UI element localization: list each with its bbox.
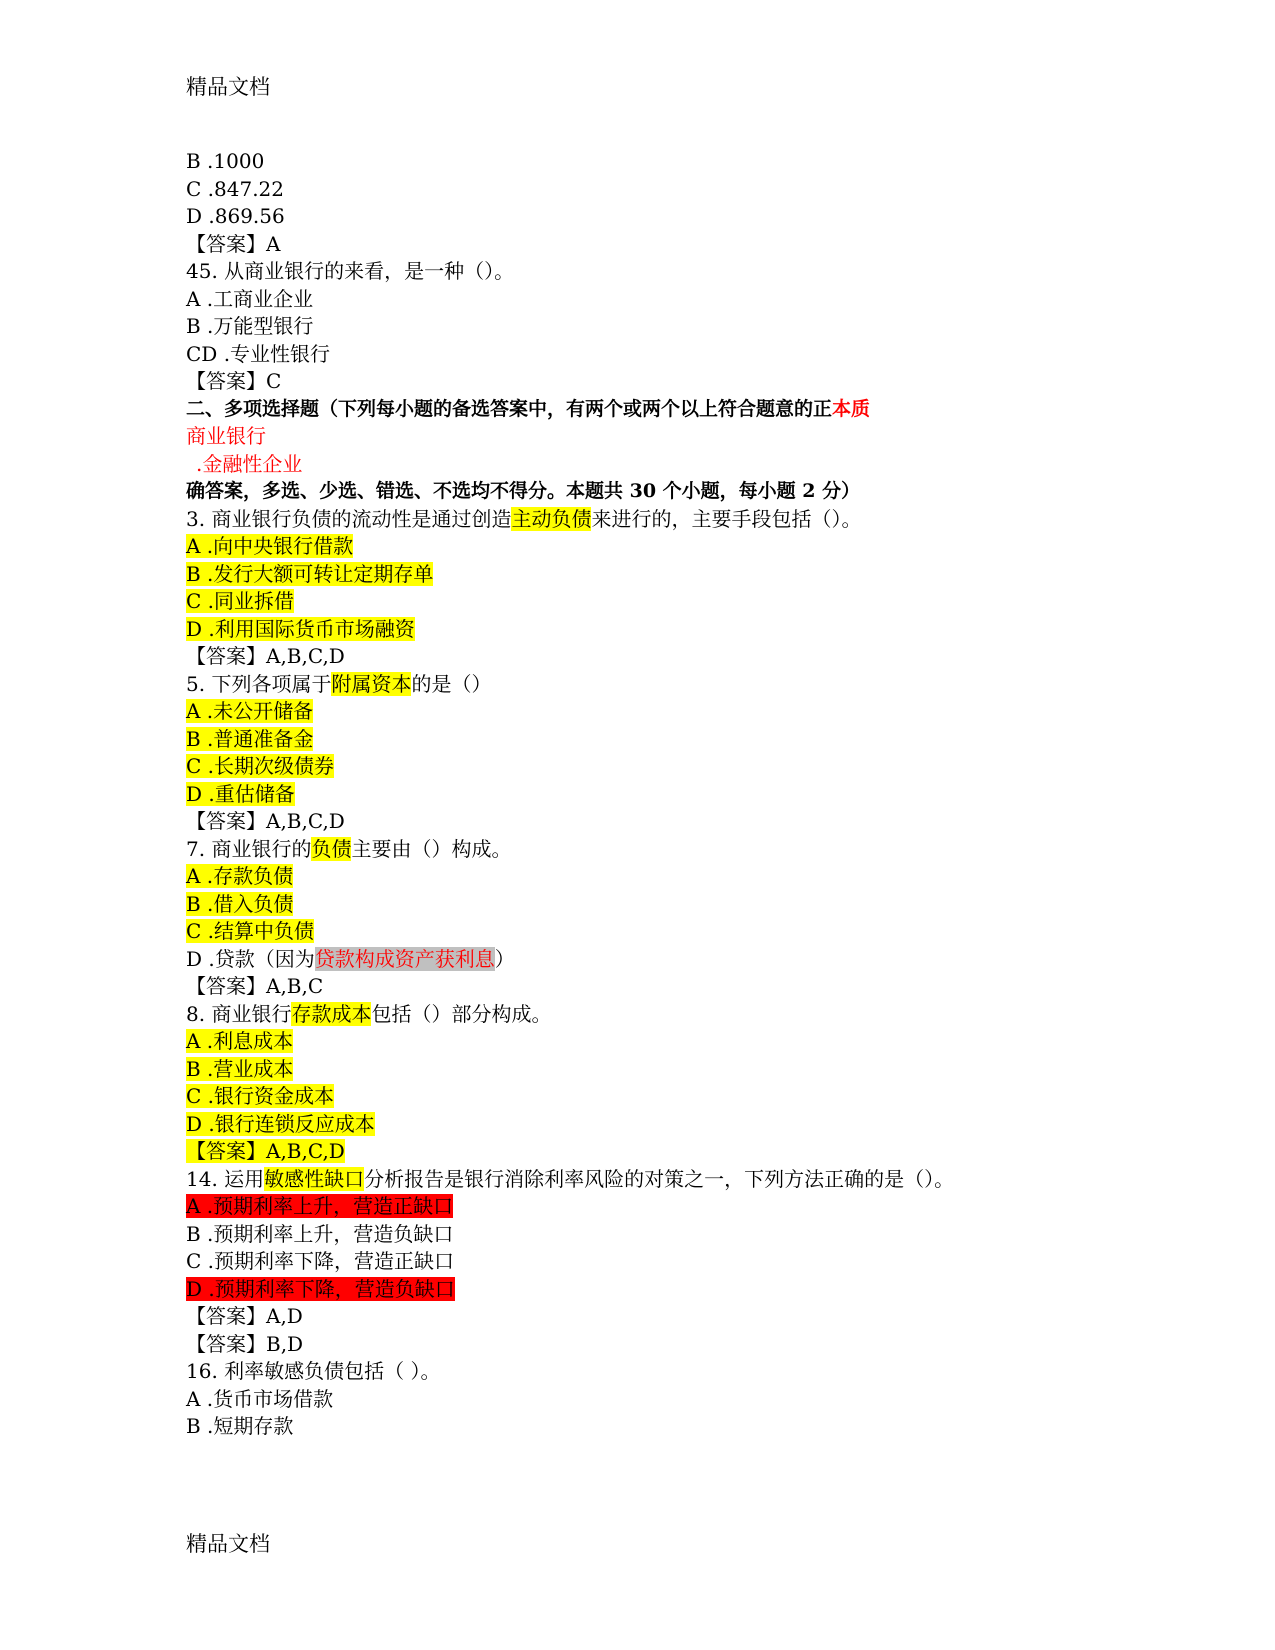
text-line <box>186 313 1086 341</box>
highlighted-text: 贷款构成资产获利息 <box>314 946 495 971</box>
text-line <box>186 396 1086 424</box>
text-line <box>186 341 1086 369</box>
highlighted-text: A .预期利率上升，营造正缺口 <box>186 1194 454 1218</box>
text-line <box>186 973 1086 1001</box>
text-line <box>186 726 1086 754</box>
highlighted-text: 【答案】A,B,C,D <box>186 1139 345 1163</box>
text-segment: 包括（）部分构成。 <box>371 1001 552 1026</box>
text-line <box>186 1166 1086 1194</box>
highlighted-text: C .银行资金成本 <box>186 1084 335 1108</box>
text-line <box>186 176 1086 204</box>
text-line <box>186 616 1086 644</box>
text-line <box>186 1083 1086 1111</box>
text-segment: 【答案】A,B,C <box>186 974 324 998</box>
text-segment: 【答案】C <box>186 369 282 393</box>
text-segment: 14. 运用 <box>186 1166 265 1191</box>
text-line <box>186 836 1086 864</box>
text-line <box>186 1276 1086 1304</box>
text-line <box>186 1193 1086 1221</box>
text-line <box>186 891 1086 919</box>
text-segment: 分析报告是银行消除利率风险的对策之一，下列方法正确的是（）。 <box>364 1166 955 1191</box>
text-line <box>186 148 1086 176</box>
text-line <box>186 1221 1086 1249</box>
text-line <box>186 863 1086 891</box>
text-segment: B .万能型银行 <box>186 314 314 338</box>
highlighted-text: D .重估储备 <box>186 781 295 806</box>
text-segment: 16. 利率敏感负债包括（ ）。 <box>186 1359 441 1383</box>
highlighted-text: 本质 <box>832 397 871 420</box>
text-line <box>186 946 1086 974</box>
text-segment: 【答案】B,D <box>186 1331 304 1356</box>
text-segment: A .货币市场借款 <box>186 1386 334 1411</box>
text-line <box>186 258 1086 286</box>
text-segment: 【答案】A,B,C,D <box>186 644 345 668</box>
text-segment: CD .专业性银行 <box>186 341 331 366</box>
text-line <box>186 1358 1086 1386</box>
highlighted-text: C .同业拆借 <box>186 589 295 613</box>
text-segment: A .工商业企业 <box>186 286 314 311</box>
document-body <box>186 148 1086 1441</box>
text-line <box>186 1413 1086 1441</box>
text-segment: 【答案】A,D <box>186 1304 303 1328</box>
text-line <box>186 1386 1086 1414</box>
highlighted-text: 主动负债 <box>511 506 592 531</box>
highlighted-text: D .银行连锁反应成本 <box>186 1111 375 1136</box>
text-line <box>186 533 1086 561</box>
text-segment: 8. 商业银行 <box>186 1001 292 1026</box>
text-segment: 3. 商业银行负债的流动性是通过创造 <box>186 506 512 531</box>
highlighted-text: D .利用国际货币市场融资 <box>186 616 415 641</box>
text-segment: C .847.22 <box>186 176 284 201</box>
text-line <box>186 451 1086 479</box>
text-line <box>186 1303 1086 1331</box>
text-segment: 来进行的，主要手段包括（）。 <box>591 506 862 531</box>
text-segment: 【答案】A,B,C,D <box>186 809 345 833</box>
text-line <box>186 478 1086 506</box>
text-segment: D .贷款（因为 <box>186 946 315 971</box>
text-line <box>186 1056 1086 1084</box>
page-header: 精品文档 <box>186 75 270 99</box>
text-segment: 45. 从商业银行的来看，是一种（）。 <box>186 259 515 283</box>
highlighted-text: C .结算中负债 <box>186 919 315 943</box>
text-line <box>186 423 1086 451</box>
text-line <box>186 671 1086 699</box>
text-segment: 的是（） <box>411 671 492 696</box>
text-segment: B .预期利率上升，营造负缺口 <box>186 1221 454 1246</box>
text-line <box>186 1138 1086 1166</box>
text-segment: 主要由（）构成。 <box>351 836 512 861</box>
highlighted-text: A .未公开储备 <box>186 699 314 723</box>
text-line <box>186 1028 1086 1056</box>
text-line <box>186 286 1086 314</box>
text-line <box>186 506 1086 534</box>
text-segment: 二、多项选择题（下列每小题的备选答案中，有两个或两个以上符合题意的正 <box>186 397 833 420</box>
highlighted-text: .金融性企业 <box>196 451 303 476</box>
text-segment: 【答案】A <box>186 231 281 256</box>
highlighted-text: 附属资本 <box>331 671 412 696</box>
text-line <box>186 1001 1086 1029</box>
text-line <box>186 561 1086 589</box>
page-footer: 精品文档 <box>186 1532 270 1556</box>
text-line <box>186 231 1086 259</box>
text-line <box>186 918 1086 946</box>
highlighted-text: B .发行大额可转让定期存单 <box>186 561 434 586</box>
text-line <box>186 1111 1086 1139</box>
highlighted-text: C .长期次级债券 <box>186 754 335 778</box>
text-line <box>186 1331 1086 1359</box>
highlighted-text: B .借入负债 <box>186 891 294 916</box>
text-segment: B .短期存款 <box>186 1414 294 1438</box>
text-line <box>186 203 1086 231</box>
highlighted-text: A .利息成本 <box>186 1029 294 1053</box>
text-segment: C .预期利率下降，营造正缺口 <box>186 1249 455 1273</box>
text-segment: 确答案，多选、少选、错选、不选均不得分。本题共 30 个小题，每小题 2 分） <box>186 480 861 502</box>
text-line <box>186 698 1086 726</box>
highlighted-text: B .普通准备金 <box>186 726 314 751</box>
highlighted-text: A .向中央银行借款 <box>186 534 354 558</box>
text-segment: ） <box>494 946 515 971</box>
text-line <box>186 368 1086 396</box>
text-segment: 5. 下列各项属于 <box>186 671 332 696</box>
text-segment: 7. 商业银行的 <box>186 836 312 861</box>
text-line <box>186 753 1086 781</box>
highlighted-text: B .营业成本 <box>186 1056 294 1081</box>
highlighted-text: A .存款负债 <box>186 864 294 888</box>
highlighted-text: 敏感性缺口 <box>264 1166 365 1191</box>
highlighted-text: 商业银行 <box>186 424 266 448</box>
text-line <box>186 1248 1086 1276</box>
highlighted-text: 负债 <box>311 836 352 861</box>
highlighted-text: 存款成本 <box>291 1001 372 1026</box>
text-line <box>186 588 1086 616</box>
text-segment: D .869.56 <box>186 204 285 228</box>
highlighted-text: D .预期利率下降，营造负缺口 <box>186 1276 455 1301</box>
text-line <box>186 808 1086 836</box>
text-line <box>186 781 1086 809</box>
text-segment: B .1000 <box>186 149 265 173</box>
text-line <box>186 643 1086 671</box>
